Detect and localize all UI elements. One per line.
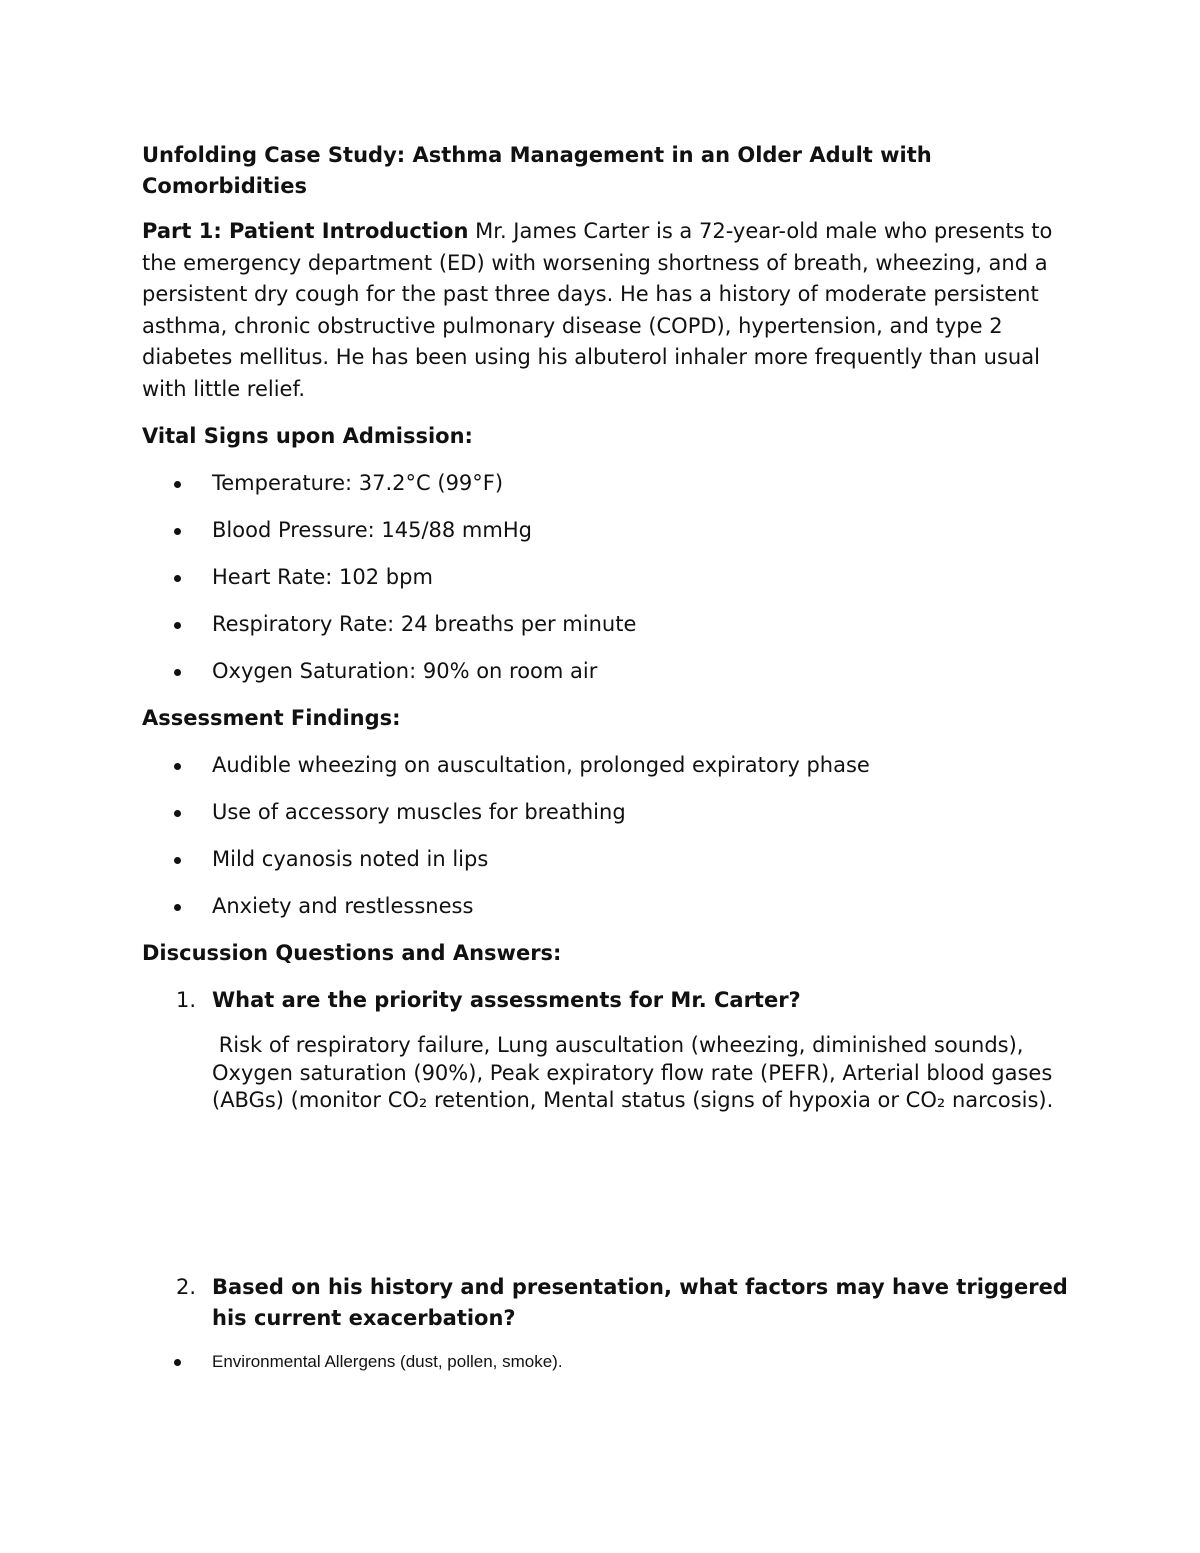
assessment-heading: Assessment Findings: [142, 706, 401, 730]
vital-respiratory-rate: Respiratory Rate: 24 breaths per minute [212, 612, 637, 636]
assessment-item: Audible wheezing on auscultation, prolonged expiratory phase [212, 753, 870, 777]
assessment-item: Anxiety and restlessness [212, 894, 474, 918]
bullet-icon [174, 622, 181, 629]
list-item [142, 1350, 1072, 1374]
document-title: Unfolding Case Study: Asthma Management in an Older Adult with Comorbidities [142, 143, 932, 198]
bullet-icon [174, 904, 181, 911]
list-item [142, 891, 1072, 922]
discussion-heading: Discussion Questions and Answers: [142, 941, 562, 965]
bullet-icon [174, 481, 181, 488]
answer-1: Risk of respiratory failure, Lung auscultation (wheezing, diminished sounds), Oxygen saturation (90%), Peak expiratory flow rate (PEFR), Arterial blood gases (ABGs) (monitor CO₂ retention, Mental status (signs of hypoxia or CO₂ narcosis). [212, 1033, 1059, 1112]
list-item [142, 562, 1072, 593]
bullet-icon [174, 575, 181, 582]
vital-heart-rate: Heart Rate: 102 bpm [212, 565, 433, 589]
document-page [142, 140, 1072, 1374]
bullet-icon [174, 763, 181, 770]
list-item [142, 656, 1072, 687]
question-number: 1. [176, 988, 197, 1012]
list-item [142, 609, 1072, 640]
part1-text: Mr. James Carter is a 72-year-old male who presents to the emergency department (ED) with worsening shortness of breath, wheezing, and a persistent dry cough for the past three days. He has a history of moderate persistent asthma, chronic obstructive pulmonary disease (COPD), hypertension, and type 2 diabetes mellitus. He has been using his albuterol inhaler more frequently than usual with little relief. [142, 219, 1053, 401]
question-2 [142, 1272, 1072, 1334]
patient-introduction [142, 216, 1072, 405]
bullet-icon [174, 669, 181, 676]
assessment-item: Mild cyanosis noted in lips [212, 847, 489, 871]
list-item [142, 844, 1072, 875]
answer-item: Environmental Allergens (dust, pollen, smoke). [212, 1351, 563, 1371]
vital-signs-heading: Vital Signs upon Admission: [142, 424, 473, 448]
blank-space [142, 1115, 1072, 1272]
question-number: 2. [176, 1274, 197, 1299]
list-item [142, 515, 1072, 546]
list-item [142, 750, 1072, 781]
bullet-icon [174, 1359, 181, 1366]
vital-oxygen-saturation: Oxygen Saturation: 90% on room air [212, 659, 598, 683]
assessment-item: Use of accessory muscles for breathing [212, 800, 626, 824]
vital-signs-list [142, 468, 1072, 687]
bullet-icon [174, 528, 181, 535]
question-1 [142, 985, 1072, 1016]
vital-blood-pressure: Blood Pressure: 145/88 mmHg [212, 518, 532, 542]
vital-temperature: Temperature: 37.2°C (99°F) [212, 471, 504, 495]
list-item [142, 797, 1072, 828]
list-item [142, 468, 1072, 499]
question-text: What are the priority assessments for Mr. Carter? [212, 988, 801, 1012]
question-text: Based on his history and presentation, what factors may have triggered his current exacerbation? [212, 1274, 1068, 1330]
assessment-list [142, 750, 1072, 922]
part1-label: Part 1: Patient Introduction [142, 219, 469, 243]
bullet-icon [174, 857, 181, 864]
answer-2-list [142, 1350, 1072, 1374]
bullet-icon [174, 810, 181, 817]
